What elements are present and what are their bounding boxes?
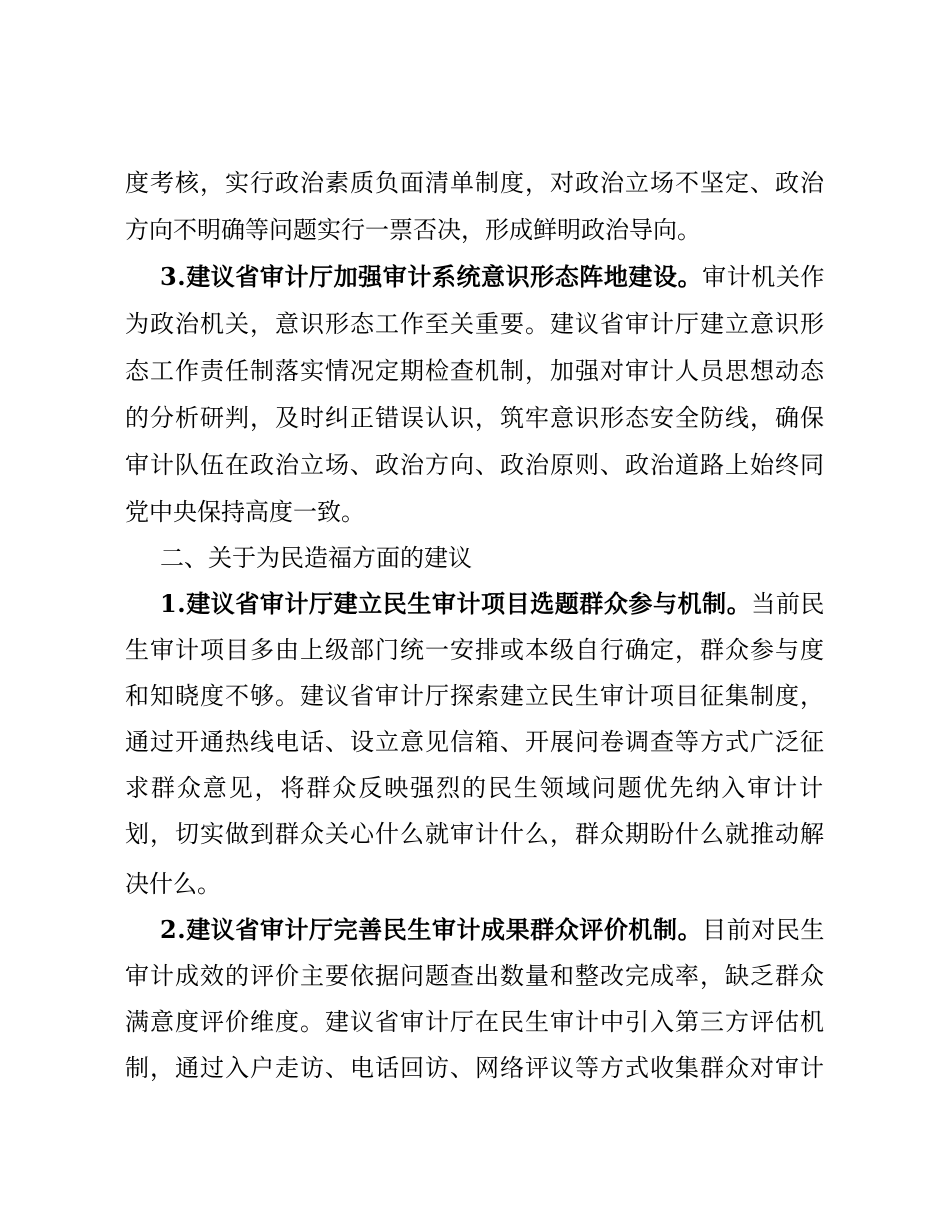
body-text-segment: 度考核，实行政治素质负面清单制度，对政治立场不坚定、政治 bbox=[125, 169, 825, 197]
text-line bbox=[0, 304, 950, 344]
body-text-segment: 的分析研判，及时纠正错误认识，筑牢意识形态安全防线，确保 bbox=[125, 404, 825, 432]
text-line bbox=[0, 584, 950, 624]
text-line bbox=[0, 676, 950, 716]
body-text-segment: 目前对民生 bbox=[702, 916, 826, 944]
body-text-segment: 为政治机关，意识形态工作至关重要。建议省审计厅建立意识形 bbox=[125, 310, 825, 338]
body-text-segment: 划，切实做到群众关心什么就审计什么，群众期盼什么就推动解 bbox=[125, 820, 825, 848]
body-text-segment: 决什么。 bbox=[125, 870, 221, 898]
text-line bbox=[0, 398, 950, 438]
text-line bbox=[0, 1048, 950, 1088]
body-text-segment: 制，通过入户走访、电话回访、网络评议等方式收集群众对审计 bbox=[125, 1054, 825, 1082]
text-line bbox=[0, 210, 950, 250]
text-line bbox=[0, 910, 950, 950]
text-line bbox=[0, 722, 950, 762]
bold-heading-text: 1.建议省审计厅建立民生审计项目选题群众参与机制。 bbox=[160, 589, 752, 618]
body-text-segment: 求群众意见，将群众反映强烈的民生领域问题优先纳入审计计 bbox=[125, 774, 825, 802]
text-line bbox=[0, 1002, 950, 1042]
text-line bbox=[0, 351, 950, 391]
body-text-segment: 和知晓度不够。建议省审计厅探索建立民生审计项目征集制度， bbox=[125, 682, 825, 710]
body-text-segment: 满意度评价维度。建议省审计厅在民生审计中引入第三方评估机 bbox=[125, 1008, 825, 1036]
body-text-segment: 当前民 bbox=[751, 590, 826, 618]
text-line bbox=[0, 445, 950, 485]
text-line bbox=[0, 492, 950, 532]
text-line bbox=[0, 956, 950, 996]
text-line bbox=[0, 864, 950, 904]
body-text-segment: 通过开通热线电话、设立意见信箱、开展问卷调查等方式广泛征 bbox=[125, 728, 825, 756]
body-text-segment: 审计机关作 bbox=[702, 263, 826, 291]
text-line bbox=[0, 768, 950, 808]
body-text-segment: 党中央保持高度一致。 bbox=[125, 498, 365, 526]
body-text-segment: 审计成效的评价主要依据问题查出数量和整改完成率，缺乏群众 bbox=[125, 962, 825, 990]
text-line bbox=[0, 163, 950, 203]
text-line bbox=[0, 257, 950, 297]
text-line bbox=[0, 630, 950, 670]
body-text-segment: 态工作责任制落实情况定期检查机制，加强对审计人员思想动态 bbox=[125, 357, 825, 385]
body-text-segment: 二、关于为民造福方面的建议 bbox=[160, 544, 472, 572]
body-text-segment: 方向不明确等问题实行一票否决，形成鲜明政治导向。 bbox=[125, 216, 701, 244]
body-text-segment: 审计队伍在政治立场、政治方向、政治原则、政治道路上始终同 bbox=[125, 451, 825, 479]
bold-heading-text: 3.建议省审计厅加强审计系统意识形态阵地建设。 bbox=[160, 262, 703, 291]
text-line bbox=[0, 814, 950, 854]
body-text-segment: 生审计项目多由上级部门统一安排或本级自行确定，群众参与度 bbox=[125, 636, 825, 664]
bold-heading-text: 2.建议省审计厅完善民生审计成果群众评价机制。 bbox=[160, 915, 703, 944]
text-line bbox=[0, 538, 950, 578]
